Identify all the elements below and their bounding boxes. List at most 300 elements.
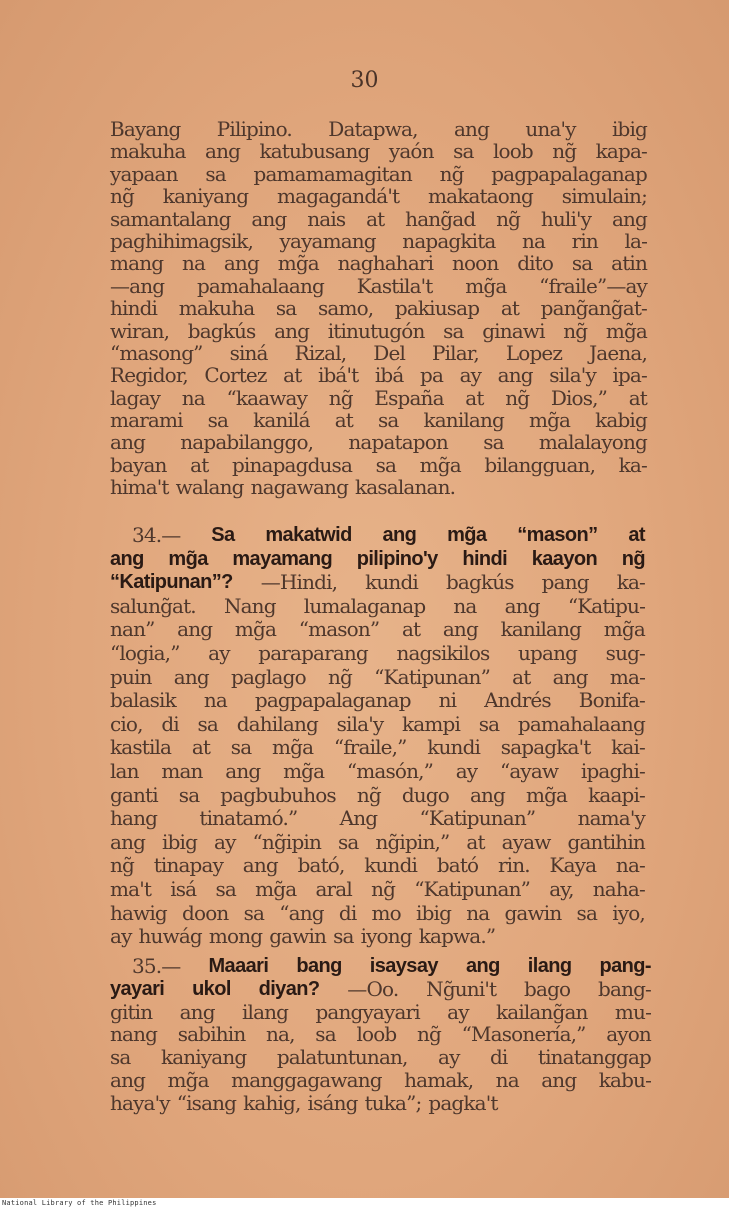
word: kampi [402,711,460,736]
word: manggagawang [231,1067,382,1092]
word: hang [110,806,158,831]
word: kapa- [595,139,647,164]
word: bayan [110,452,167,477]
word: ang [453,117,490,141]
word: kailang̃an [495,999,588,1024]
bold-word: ang [465,955,500,977]
bold-word: “mason” [517,524,598,546]
word: mang [110,251,164,276]
word: “Masonería,” [461,1022,586,1047]
word: pamahalaang [517,711,645,736]
word: ibá't [317,363,359,388]
word: pa [420,363,444,388]
bold-word: ang [110,547,144,570]
word: bagkús [445,570,514,595]
word: itinutugón [327,318,425,343]
word: mg̃a [525,782,568,807]
word: bató [436,853,479,878]
text-line [110,208,647,230]
word: sa [443,318,464,343]
word: mg̃a [234,617,277,642]
word: rin [571,228,598,253]
word: “isang [176,1090,237,1115]
word: loob [356,1022,397,1047]
text-line [110,831,645,855]
text-line [110,854,645,878]
word: Regidor, [110,363,188,388]
text-line [110,571,645,595]
text-line [110,476,647,498]
word: mg̃a [605,318,647,343]
text-line [110,642,645,666]
word: ma't [110,876,152,901]
word: isáng [307,1090,358,1115]
word: samantalang [110,206,231,231]
word: mu- [614,999,651,1024]
word: “Katipunan” [419,806,536,831]
word: —Hindi, [260,570,338,595]
word: nang [110,1022,158,1047]
word: at [500,296,520,321]
word: ipaghi- [580,758,645,783]
word: sa [215,876,236,901]
text-line [110,1092,651,1115]
word: makuha [110,139,186,164]
word: iyong [360,924,412,949]
text-line [110,1069,651,1092]
word: at [190,452,209,477]
word: ng̃ [356,782,381,807]
bold-word: “Katipunan”? [110,571,233,594]
word: hamak, [404,1067,474,1092]
word: kabu- [598,1067,651,1092]
word: nagawang [250,475,349,500]
word: sa [377,408,399,433]
word: “ayaw [499,758,559,783]
bold-word: mg̃a [168,547,208,570]
word: Cortez [204,363,267,388]
word: “Katipunan” [414,876,531,901]
word: ma- [609,664,645,689]
word: ang [504,593,540,618]
word: di [161,711,179,736]
word: sa [110,1045,131,1070]
word: dugo [401,782,449,807]
word: kabig [595,408,647,433]
text-line [110,760,645,784]
word: “Katipu- [567,593,645,618]
word: kahig, [243,1090,301,1115]
text-line [110,364,647,386]
word: ng̃ [439,161,464,186]
bold-word: mg̃a [447,524,487,546]
paragraph-1 [110,118,647,499]
word: ang [173,664,209,689]
word: sapagka't [500,735,591,760]
word: at [466,829,485,854]
word: walang [175,475,244,500]
word: di [338,900,357,925]
text-line [110,275,647,297]
word: tinapay [153,853,224,878]
word: ayon [606,1022,651,1047]
word: pang̃ang̃at- [540,296,647,321]
word: “masón,” [346,758,434,783]
word: makuha [178,296,255,321]
word: sa [243,900,265,925]
word: napabilanggo, [180,430,314,455]
word: kanilá [253,408,310,433]
word: ng̃ipin,” [375,829,450,854]
word: sa [207,408,229,433]
word: sa [576,900,598,925]
word: Datapwa, [328,117,418,141]
word: paraparang [258,640,368,665]
text-line [110,618,645,642]
word: napatapon [348,430,448,455]
word: tuka”; [364,1090,422,1115]
word: sila'y [336,711,384,736]
word: sa [571,251,593,276]
footer-credit: National Library of the Philippines [2,1199,157,1207]
word: katubusang [259,139,370,164]
word: malalayong [538,430,647,455]
word: samo, [317,296,374,321]
text-line [110,185,647,207]
word: di [489,1045,508,1070]
word: ay [447,999,469,1024]
text-line [110,230,647,252]
text-line [110,118,647,140]
text-line [110,409,647,431]
word: ang [177,617,213,642]
word: huwág [138,924,202,949]
word: ng̃ [563,318,588,343]
word: ayaw [501,829,551,854]
word: tinatamó.” [199,806,298,831]
word: Ng̃uni't [426,976,497,1001]
word: mg̃a [419,452,461,477]
word: ang [469,782,505,807]
word: ng̃ [328,385,353,410]
word: sa [333,924,354,949]
word: ay, [549,876,574,901]
word: sabihin [177,1022,246,1047]
bold-word: makatwid [265,524,352,546]
word: paghihimagsik, [110,228,254,253]
word: Lopez [505,340,563,365]
text-line [110,320,647,342]
word: makataong [428,184,533,209]
word: pagbubuhos [220,782,336,807]
word: naha- [592,876,645,901]
word: mo [371,900,401,925]
word: ang [205,139,241,164]
text-line [110,978,651,1001]
text-line [110,140,647,162]
word: lagay [110,385,161,410]
paragraph-35 [110,955,651,1115]
word: nagsikilos [396,640,490,665]
word: 34.— [110,523,181,547]
word: Jaena, [589,340,647,365]
word: Nang [223,593,276,618]
word: mg̃a [283,758,325,783]
word: pagpapalaganap [254,688,411,713]
word: ng̃ [505,385,530,410]
word: mg̃a [465,273,507,298]
word: Pilar, [432,340,479,365]
word: —Oo. [347,976,399,1001]
word: España [374,385,444,410]
text-line [110,689,645,713]
bold-word: ilang [527,955,572,977]
word: “ang [279,900,324,925]
word: sa [478,711,500,736]
word: at [401,617,421,642]
bold-word: kaayon [531,547,598,570]
word: ng̃ [327,664,352,689]
word: nama'y [577,806,645,831]
word: kaniyang [160,1045,247,1070]
word: ng̃ [110,853,134,878]
word: aral [315,876,352,901]
word: una'y [525,117,576,141]
text-line [110,878,645,902]
word: dahilang [236,711,318,736]
word: at [283,363,302,388]
text-line [110,252,647,274]
word: ay [455,758,478,783]
bold-word: yayari [110,977,165,1000]
text-line [110,297,647,319]
word: ka- [618,452,647,477]
word: at [334,408,353,433]
word: na [181,251,206,276]
word: na- [615,853,645,878]
text-line [110,955,651,978]
word: mg̃a [277,251,319,276]
word: sa [315,1022,336,1047]
bold-word: ng̃ [621,547,645,570]
word: na [495,1067,519,1092]
word: Pilipino. [216,117,292,141]
word: kasalanan. [355,475,456,500]
word: at [366,206,385,231]
text-line [110,163,647,185]
word: pang [541,570,589,595]
word: hindi [110,296,158,321]
word: ang [110,1067,146,1092]
word: bago [524,976,571,1001]
word: ni [438,688,457,713]
word: wiran, [110,318,170,343]
word: nan” [110,617,155,642]
text-line [110,431,647,453]
word: sa [375,452,397,477]
bold-word: at [628,524,645,546]
word: marami [110,408,183,433]
word: Bayang [110,117,181,141]
word: ang [179,999,215,1024]
word: “Katipunan” [374,664,490,689]
word: sa [205,161,226,186]
word: ang [274,318,310,343]
word: ang [251,206,287,231]
word: gawin [504,900,562,925]
text-line [110,1001,651,1024]
word: sa [197,711,219,736]
word: palatuntunan, [276,1045,408,1070]
word: ibig [162,829,198,854]
word: yayamang [279,228,376,253]
word: huli'y [540,206,592,231]
word: yapaan [110,161,178,186]
word: sa [337,829,359,854]
word: Kaya [549,853,597,878]
word: sa [275,296,297,321]
word: kai- [611,735,645,760]
word: lumalaganap [303,593,426,618]
text-line [110,713,645,737]
word: tinatanggap [537,1045,651,1070]
word: haya'y [110,1090,170,1115]
word: kapwa.” [418,924,496,949]
word: “logia,” [110,640,180,665]
word: ginawi [482,318,545,343]
paragraph-34 [110,524,645,949]
word: at [191,735,211,760]
word: ang [225,758,261,783]
word: loob [492,139,533,164]
word: kundi [427,735,481,760]
word: ang [110,430,146,455]
bold-word: diyan? [258,977,320,1000]
word: ibig [416,900,452,925]
word: ng̃ [552,139,577,164]
word: bató, [297,853,345,878]
word: naghahari [337,251,434,276]
word: —ang [110,273,165,298]
word: rin. [497,853,530,878]
word: at [465,385,484,410]
word: paglago [231,664,306,689]
text-line [110,925,645,949]
word: Andrés [484,688,551,713]
text-line [110,342,647,364]
word: dito [517,251,554,276]
word: ang [552,664,588,689]
word: kaniyang [162,184,249,209]
word: magagandá't [277,184,400,209]
word: Dios,” [550,385,608,410]
word: ibá [374,363,404,388]
word: at [628,385,647,410]
word: lan [110,758,139,783]
bold-word: isaysay [369,955,438,977]
word: ay [214,829,236,854]
word: man [161,758,203,783]
word: mg̃a [167,1067,209,1092]
word: ibig [611,117,647,141]
word: sila'y [549,363,596,388]
word: “fraile”—ay [539,273,647,298]
word: ang [442,617,478,642]
word: Rizal, [294,340,347,365]
text-line [110,454,647,476]
bold-word: ang [382,524,417,546]
word: upang [518,640,578,665]
word: nais [307,206,346,231]
word: ang [611,206,647,231]
word: na, [266,1022,295,1047]
text-line [110,1023,651,1046]
word: atin [611,251,647,276]
word: gantihin [567,829,645,854]
word: siná [229,340,268,365]
word: ay [208,640,230,665]
text-line [110,666,645,690]
word: ang [497,363,533,388]
word: kaapi- [588,782,645,807]
word: kanilang [500,617,582,642]
word: Del [373,340,405,365]
word: gitin [110,999,153,1024]
word: na [453,593,477,618]
bold-word: pilipino'y [356,547,438,570]
text-line [110,736,645,760]
word: pakiusap [394,296,480,321]
word: mg̃a [255,876,297,901]
word: iyo, [612,900,645,925]
word: mg̃a [528,408,571,433]
bold-word: Maaari [208,955,269,977]
word: “kaaway [226,385,308,410]
word: na [203,688,227,713]
page-number: 30 [350,68,379,93]
word: Ang [339,806,378,831]
word: ilang [241,999,289,1024]
bold-word: bang [296,955,342,977]
word: “ng̃ipin [252,829,321,854]
word: “masong” [110,340,203,365]
word: cio, [110,711,143,736]
word: puin [110,664,152,689]
word: ay [438,1045,460,1070]
word: kundi [365,570,418,595]
text-line [110,548,645,572]
word: ng̃ [496,206,521,231]
word: pamahalaang [196,273,324,298]
word: na [181,385,205,410]
word: bang- [598,976,651,1001]
word: sa [178,782,200,807]
text-line [110,387,647,409]
word: ganti [110,782,158,807]
bold-word: pang- [599,955,651,977]
word: gawin [269,924,327,949]
word: na [466,900,490,925]
word: sa [230,735,252,760]
word: at [512,664,531,689]
word: 35.— [110,954,181,978]
word: ang [223,251,259,276]
word: pinapagdusa [231,452,353,477]
word: salung̃at. [110,593,196,618]
word: kundi [364,853,418,878]
word: doon [182,900,229,925]
word: hawig [110,900,167,925]
